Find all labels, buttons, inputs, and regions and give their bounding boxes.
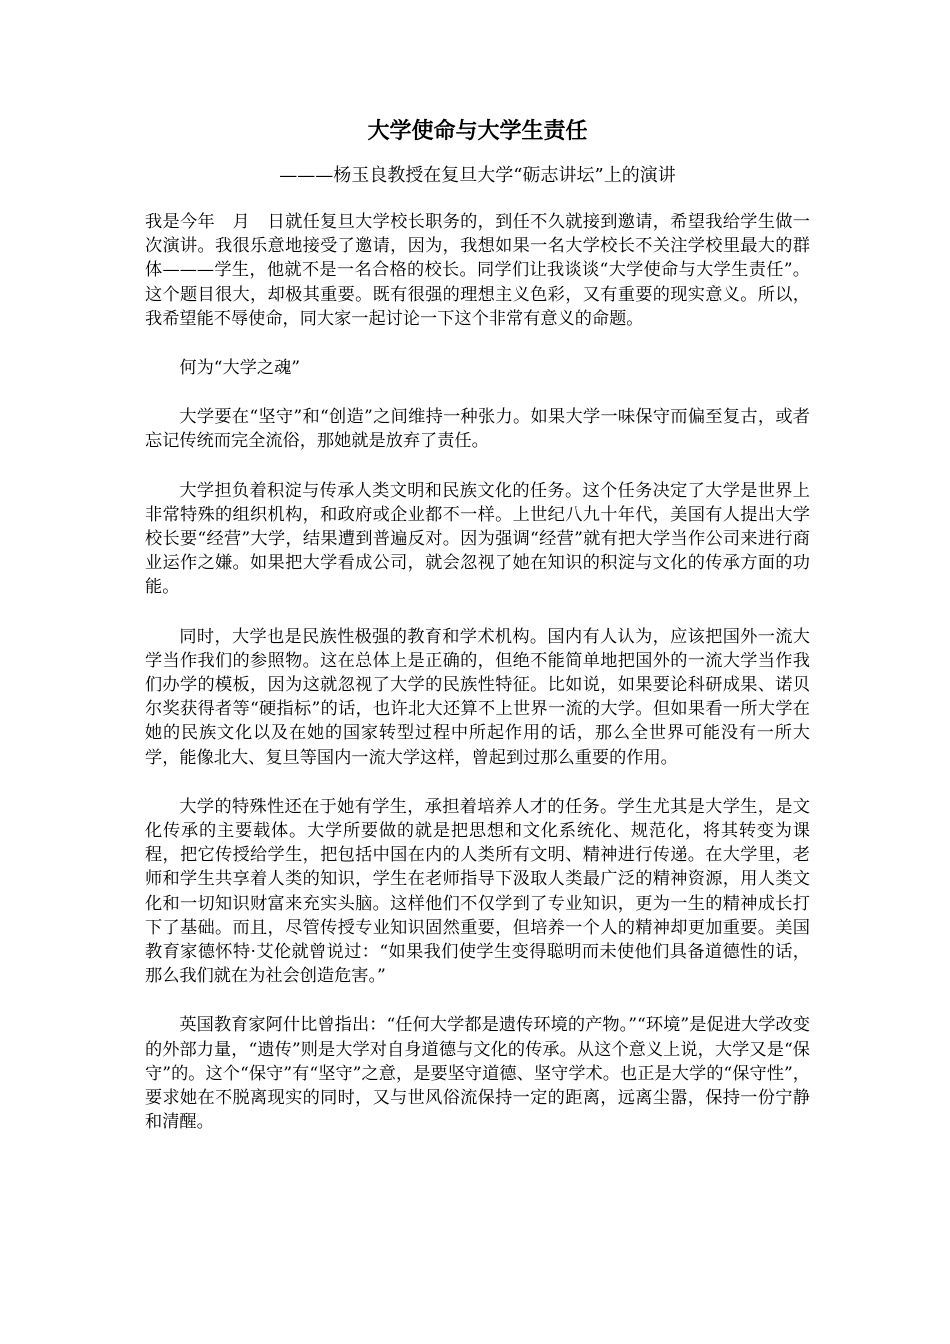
section-heading: 何为“大学之魂” [179,358,301,379]
document-title: 大学使命与大学生责任 [367,119,588,144]
document-page [145,116,810,1160]
paragraph: 大学担负着积淀与传承人类文明和民族文化的任务。这个任务决定了大学是世界上非常特殊的组织机构，和政府或企业都不一样。上世纪八九十年代，美国有人提出大学校长要“经营”大学，结果遭到普遍反对。因为强调“经营”就有把大学当作公司来进行商业运作之嫌。如果把大学看成公司，就会忽视了她在知识的积淀与文化的传承方面的功能。 [145,480,810,598]
paragraph-intro: 我是今年 月 日就任复旦大学校长职务的，到任不久就接到邀请，希望我给学生做一次演讲。我很乐意地接受了邀请，因为，我想如果一名大学校长不关注学校里最大的群体———学生，他就不是一名合格的校长。同学们让我谈谈“大学使命与大学生责任”。这个题目很大，却极其重要。既有很强的理想主义色彩，又有重要的现实意义。所以，我希望能不辱使命，同大家一起讨论一下这个非常有意义的命题。 [145,212,810,329]
paragraph: 大学要在“坚守”和“创造”之间维持一种张力。如果大学一味保守而偏至复古，或者忘记传统而完全流俗，那她就是放弃了责任。 [145,407,810,452]
document-subtitle: ———杨玉良教授在复旦大学“砺志讲坛”上的演讲 [279,165,676,186]
paragraph: 大学的特殊性还在于她有学生，承担着培养人才的任务。学生尤其是大学生，是文化传承的主要载体。大学所要做的就是把思想和文化系统化、规范化，将其转变为课程，把它传授给学生，把包括中国在内的人类所有文明、精神进行传递。在大学里，老师和学生共享着人类的知识，学生在老师指导下汲取人类最广泛的精神资源，用人类文化和一切知识财富来充实头脑。这样他们不仅学到了专业知识，更为一生的精神成长打下了基础。而且，尽管传授专业知识固然重要，但培养一个人的精神却更加重要。美国教育家德怀特·艾伦就曾说过：“如果我们使学生变得聪明而未使他们具备道德性的话，那么我们就在为社会创造危害。” [145,796,810,987]
paragraph: 同时，大学也是民族性极强的教育和学术机构。国内有人认为，应该把国外一流大学当作我们的参照物。这在总体上是正确的，但绝不能简单地把国外的一流大学当作我们办学的模板，因为这就忽视了大学的民族性特征。比如说，如果要论科研成果、诺贝尔奖获得者等“硬指标”的话，也许北大还算不上世界一流的大学。但如果看一所大学在她的民族文化以及在她的国家转型过程中所起作用的话，那么全世界可能没有一所大学，能像北大、复旦等国内一流大学这样，曾起到过那么重要的作用。 [145,626,810,768]
document-body [145,210,810,1135]
paragraph: 英国教育家阿什比曾指出：“任何大学都是遗传环境的产物。”“环境”是促进大学改变的外部力量，“遗传”则是大学对自身道德与文化的传承。从这个意义上说，大学又是“保守”的。这个“保守”有“坚守”之意，是要坚守道德、坚守学术。也正是大学的“保守性”，要求她在不脱离现实的同时，又与世风俗流保持一定的距离，远离尘嚣，保持一份宁静和清醒。 [145,1015,810,1133]
